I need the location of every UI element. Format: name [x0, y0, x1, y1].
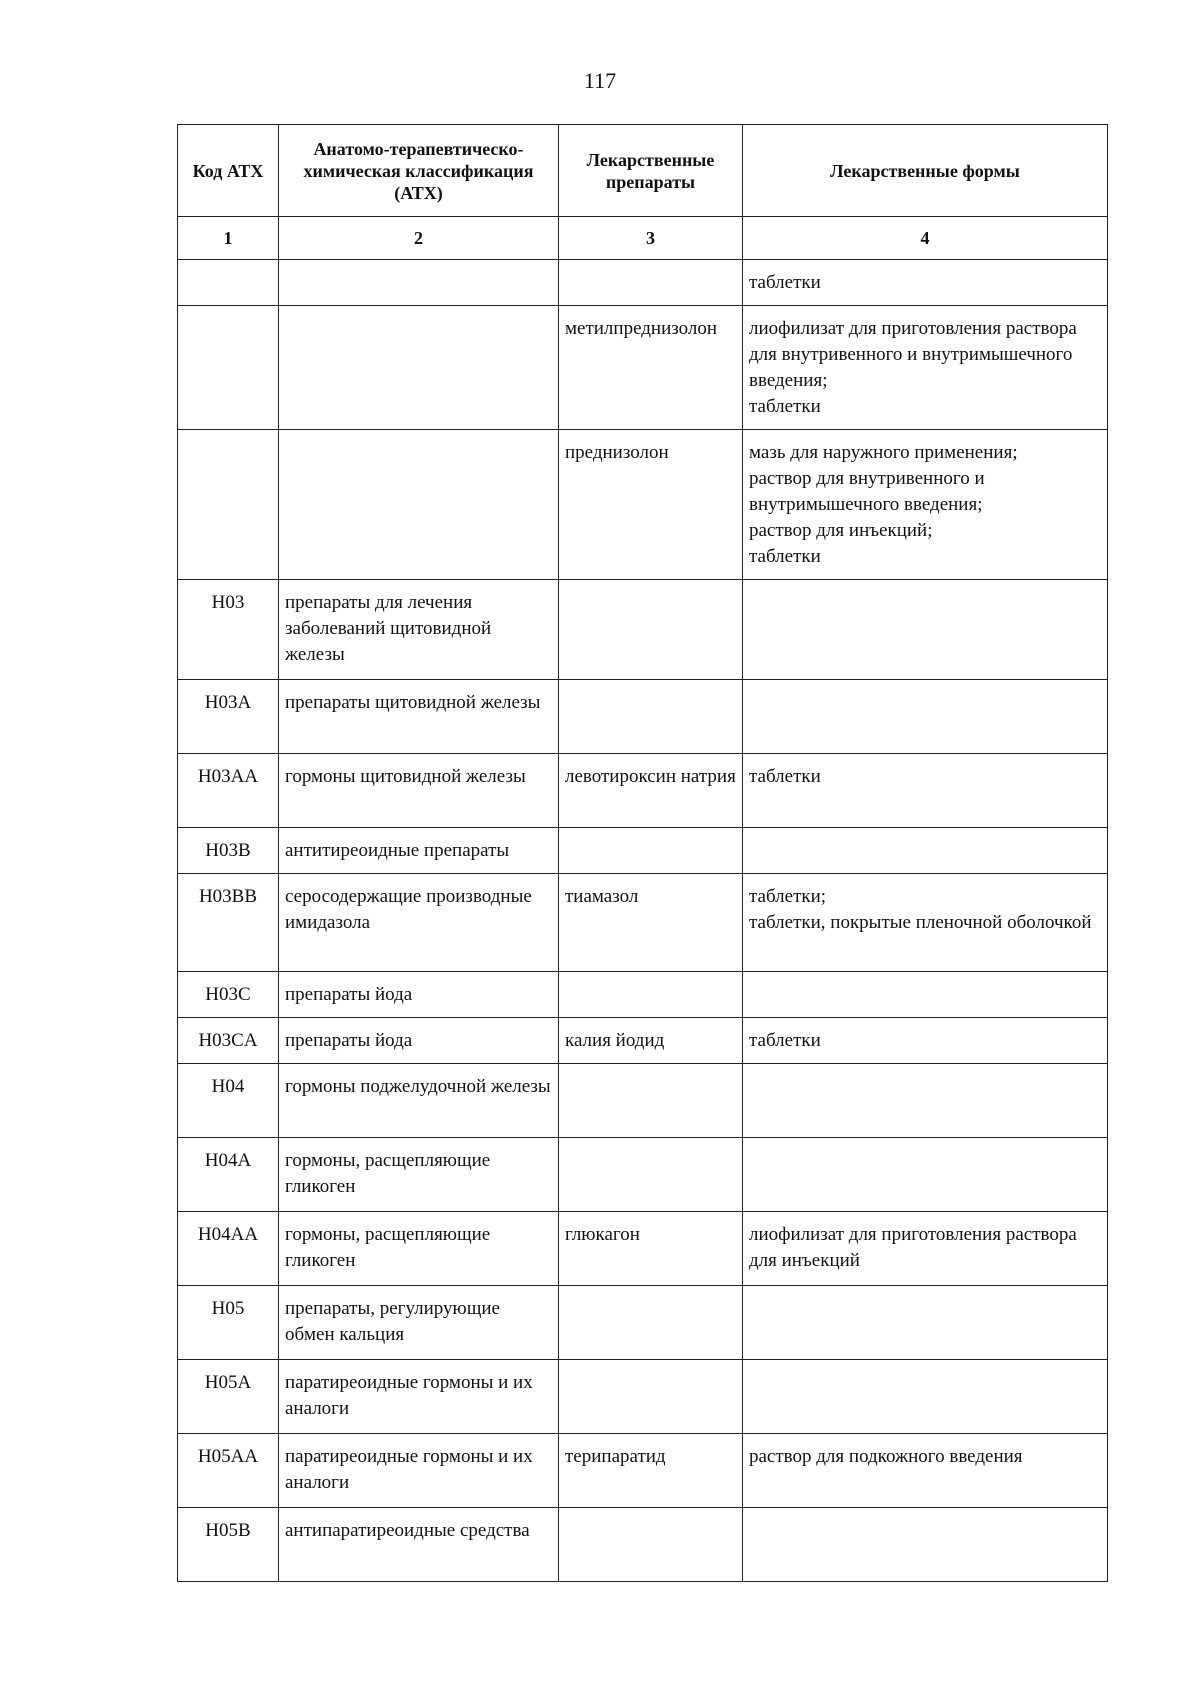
dosage-forms-cell	[743, 1434, 1108, 1508]
atx-classification-cell: препараты для лечения заболеваний щитовидной железы	[279, 580, 559, 680]
atx-code-cell: H03C	[178, 972, 279, 1018]
atx-classification-cell: паратиреоидные гормоны и их аналоги	[279, 1434, 559, 1508]
dosage-forms-cell	[743, 1018, 1108, 1064]
table-row	[178, 1212, 1108, 1286]
atx-code-cell: H04A	[178, 1138, 279, 1212]
table-row	[178, 580, 1108, 680]
table-row	[178, 1360, 1108, 1434]
atx-classification-cell: серосодержащие производные имидазола	[279, 874, 559, 972]
drug-cell: левотироксин натрия	[559, 754, 743, 828]
atx-code-cell	[178, 260, 279, 306]
drug-cell: калия йодид	[559, 1018, 743, 1064]
dosage-forms-cell	[743, 680, 1108, 754]
drug-cell	[559, 972, 743, 1018]
atx-classification-cell: препараты йода	[279, 1018, 559, 1064]
drug-cell: глюкагон	[559, 1212, 743, 1286]
header-classification: Анатомо-терапевтическо-химическая классификация (АТХ)	[279, 125, 559, 217]
dosage-forms-cell	[743, 1064, 1108, 1138]
atx-classification-cell: гормоны щитовидной железы	[279, 754, 559, 828]
header-code: Код АТХ	[178, 125, 279, 217]
table-row	[178, 972, 1108, 1018]
dosage-forms-cell	[743, 1212, 1108, 1286]
drug-cell	[559, 1508, 743, 1582]
dosage-forms-cell	[743, 1508, 1108, 1582]
atx-classification-cell	[279, 306, 559, 430]
drug-cell: тиамазол	[559, 874, 743, 972]
table-body	[178, 260, 1108, 1582]
dosage-forms-cell	[743, 306, 1108, 430]
atx-code-cell: H03	[178, 580, 279, 680]
atx-code-cell: H03BB	[178, 874, 279, 972]
atx-classification-cell: препараты йода	[279, 972, 559, 1018]
table-row	[178, 1508, 1108, 1582]
column-number: 3	[559, 217, 743, 260]
drug-cell	[559, 1138, 743, 1212]
atx-classification-cell: антипаратиреоидные средства	[279, 1508, 559, 1582]
header-row	[178, 125, 1108, 217]
table-row	[178, 1434, 1108, 1508]
table-row	[178, 680, 1108, 754]
drug-cell	[559, 1360, 743, 1434]
drug-cell	[559, 1286, 743, 1360]
table-row	[178, 828, 1108, 874]
drug-cell	[559, 1064, 743, 1138]
dosage-form-item: таблетки, покрытые пленочной оболочкой	[749, 912, 1092, 933]
dosage-forms-cell	[743, 580, 1108, 680]
atx-table	[177, 124, 1108, 1582]
atx-code-cell: H05A	[178, 1360, 279, 1434]
atx-classification-cell: препараты, регулирующие обмен кальция	[279, 1286, 559, 1360]
atx-classification-cell: паратиреоидные гормоны и их аналоги	[279, 1360, 559, 1434]
drug-cell: метилпреднизолон	[559, 306, 743, 430]
dosage-form-item: мазь для наружного применения;	[749, 442, 1018, 463]
atx-classification-cell	[279, 260, 559, 306]
drug-cell: терипаратид	[559, 1434, 743, 1508]
dosage-forms-cell	[743, 1360, 1108, 1434]
atx-classification-cell: гормоны поджелудочной железы	[279, 1064, 559, 1138]
atx-code-cell: H05B	[178, 1508, 279, 1582]
drug-cell	[559, 580, 743, 680]
dosage-forms-cell	[743, 874, 1108, 972]
atx-code-cell: H05	[178, 1286, 279, 1360]
dosage-forms-cell	[743, 828, 1108, 874]
column-number: 2	[279, 217, 559, 260]
drug-cell	[559, 680, 743, 754]
atx-classification-cell: гормоны, расщепляющие гликоген	[279, 1138, 559, 1212]
dosage-form-item: раствор для внутривенного и внутримышечного введения;	[749, 468, 985, 515]
dosage-form-item: таблетки	[749, 1030, 821, 1051]
drug-cell: преднизолон	[559, 430, 743, 580]
dosage-forms-cell	[743, 972, 1108, 1018]
table-row	[178, 1018, 1108, 1064]
table-row	[178, 874, 1108, 972]
table-row	[178, 306, 1108, 430]
header-forms: Лекарственные формы	[743, 125, 1108, 217]
table-row	[178, 1064, 1108, 1138]
atx-code-cell: H04	[178, 1064, 279, 1138]
dosage-form-item: раствор для подкожного введения	[749, 1446, 1023, 1467]
atx-code-cell	[178, 306, 279, 430]
dosage-form-item: таблетки	[749, 396, 821, 417]
dosage-form-item: таблетки	[749, 272, 821, 293]
table-row	[178, 1138, 1108, 1212]
atx-classification-cell: антитиреоидные препараты	[279, 828, 559, 874]
table-row	[178, 1286, 1108, 1360]
atx-code-cell: H04AA	[178, 1212, 279, 1286]
dosage-forms-cell	[743, 1138, 1108, 1212]
dosage-form-item: таблетки	[749, 546, 821, 567]
dosage-forms-cell	[743, 260, 1108, 306]
drug-cell	[559, 828, 743, 874]
atx-classification-cell: гормоны, расщепляющие гликоген	[279, 1212, 559, 1286]
dosage-form-item: лиофилизат для приготовления раствора для инъекций	[749, 1224, 1077, 1271]
drug-cell	[559, 260, 743, 306]
atx-code-cell: H03AA	[178, 754, 279, 828]
dosage-forms-cell	[743, 430, 1108, 580]
dosage-form-item: таблетки	[749, 766, 821, 787]
table-row	[178, 430, 1108, 580]
table-row	[178, 754, 1108, 828]
atx-code-cell: H03CA	[178, 1018, 279, 1064]
dosage-forms-cell	[743, 1286, 1108, 1360]
atx-code-cell	[178, 430, 279, 580]
column-number: 1	[178, 217, 279, 260]
atx-code-cell: H03A	[178, 680, 279, 754]
dosage-forms-cell	[743, 754, 1108, 828]
atx-code-cell: H03B	[178, 828, 279, 874]
header-drugs: Лекарственные препараты	[559, 125, 743, 217]
table-row	[178, 260, 1108, 306]
atx-classification-cell: препараты щитовидной железы	[279, 680, 559, 754]
atx-code-cell: H05AA	[178, 1434, 279, 1508]
column-number-row	[178, 217, 1108, 260]
page-number: 117	[583, 68, 617, 93]
atx-classification-cell	[279, 430, 559, 580]
dosage-form-item: лиофилизат для приготовления раствора для внутривенного и внутримышечного введения;	[749, 318, 1077, 391]
column-number: 4	[743, 217, 1108, 260]
dosage-form-item: раствор для инъекций;	[749, 520, 933, 541]
dosage-form-item: таблетки;	[749, 886, 827, 907]
